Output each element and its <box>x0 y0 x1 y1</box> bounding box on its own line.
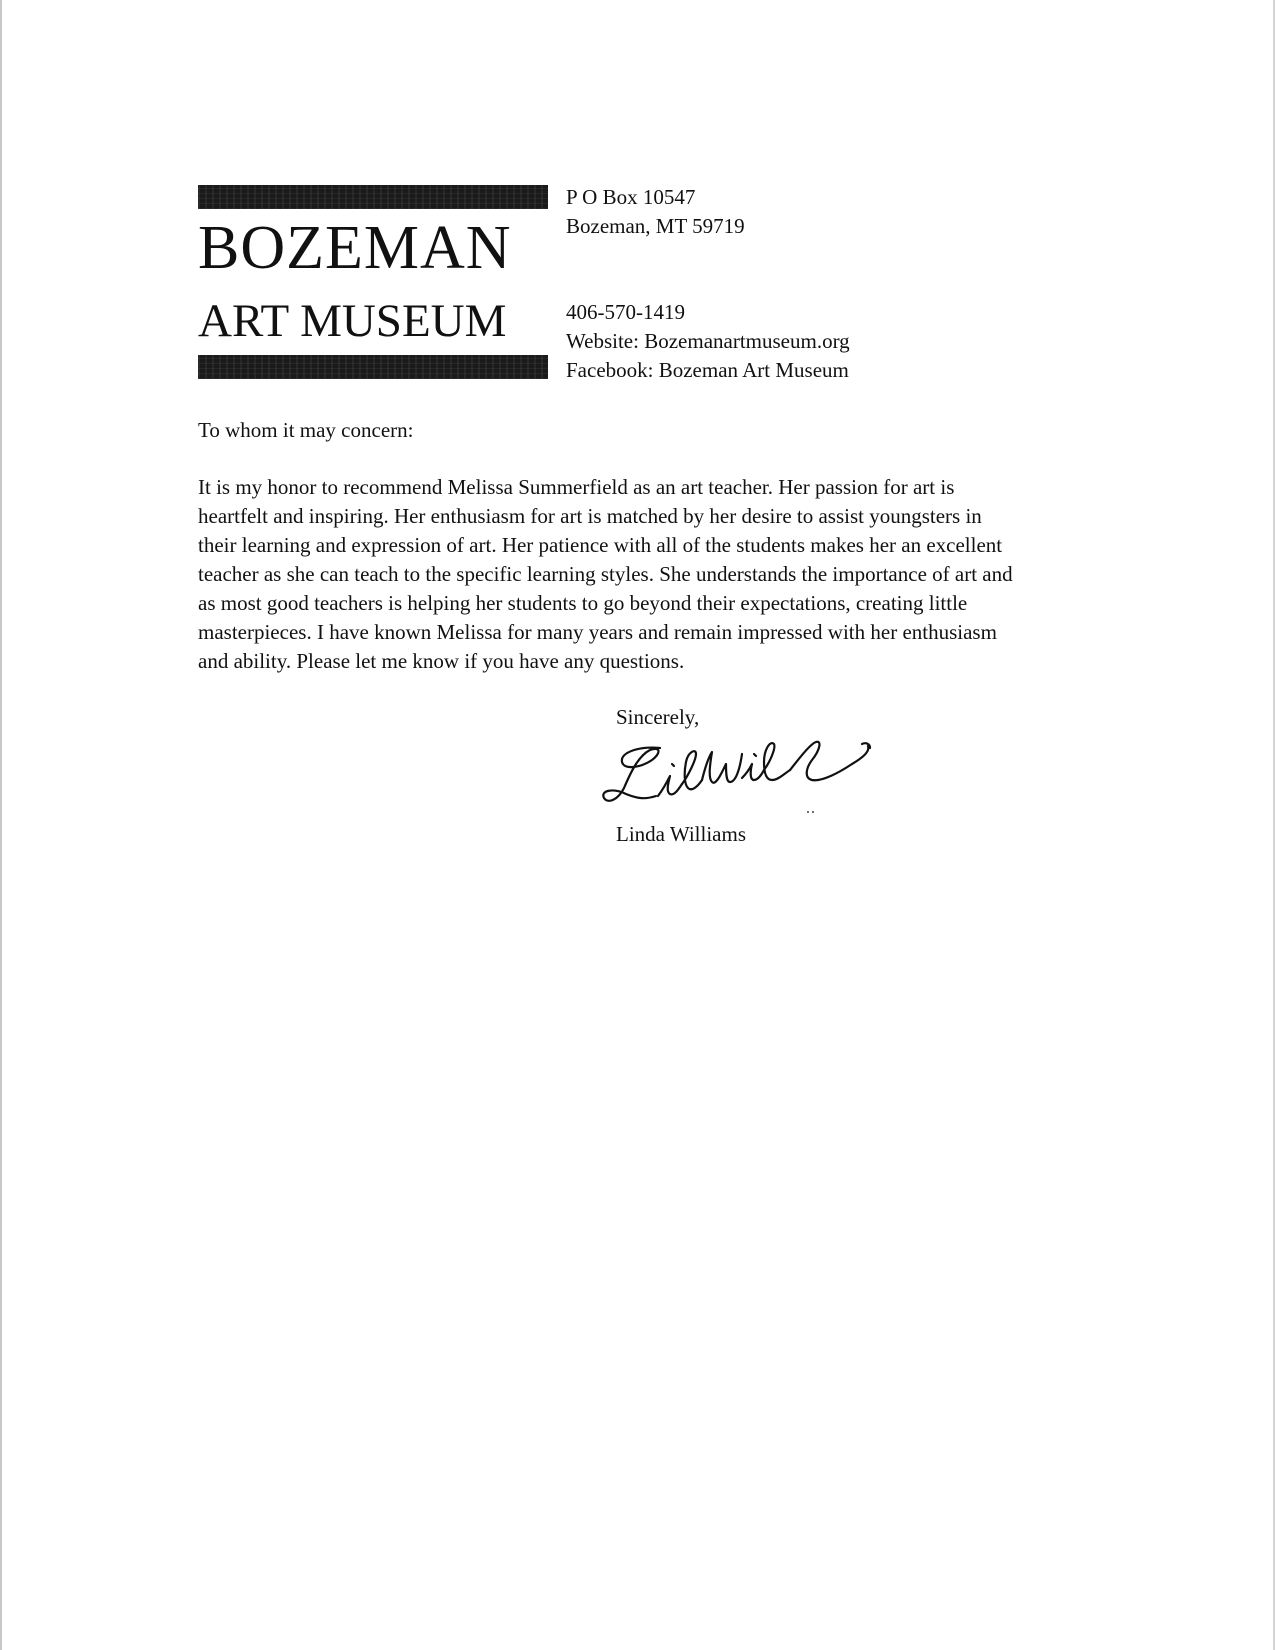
letter-body <box>198 473 1118 676</box>
logo-subtitle: ART MUSEUM <box>198 295 507 347</box>
body-line: and ability. Please let me know if you have any questions. <box>198 649 685 673</box>
mailing-address <box>566 183 745 241</box>
contact-info <box>566 298 850 385</box>
museum-logo <box>198 185 548 380</box>
body-line: their learning and expression of art. Her patience with all of the students makes her an excellent <box>198 533 1003 557</box>
signer-name: Linda Williams <box>616 822 746 846</box>
phone-number: 406-570-1419 <box>566 300 685 324</box>
closing: Sincerely, <box>616 705 700 729</box>
salutation: To whom it may concern: <box>198 418 414 442</box>
body-line: as most good teachers is helping her students to go beyond their expectations, creating little <box>198 591 968 615</box>
page-edge-left <box>0 0 2 1650</box>
address-line: Bozeman, MT 59719 <box>566 214 745 238</box>
body-line: teacher as she can teach to the specific learning styles. She understands the importance of art and <box>198 562 1013 586</box>
website: Website: Bozemanartmuseum.org <box>566 329 850 353</box>
address-line: P O Box 10547 <box>566 185 696 209</box>
body-line: masterpieces. I have known Melissa for many years and remain impressed with her enthusiasm <box>198 620 997 644</box>
handwritten-signature <box>600 738 930 818</box>
body-line: heartfelt and inspiring. Her enthusiasm for art is matched by her desire to assist youngsters in <box>198 504 982 528</box>
logo-bottom-bar <box>198 355 548 379</box>
logo-top-bar <box>198 185 548 209</box>
body-line: It is my honor to recommend Melissa Summerfield as an art teacher. Her passion for art is <box>198 475 955 499</box>
facebook: Facebook: Bozeman Art Museum <box>566 358 849 382</box>
logo-title: BOZEMAN <box>198 214 512 282</box>
